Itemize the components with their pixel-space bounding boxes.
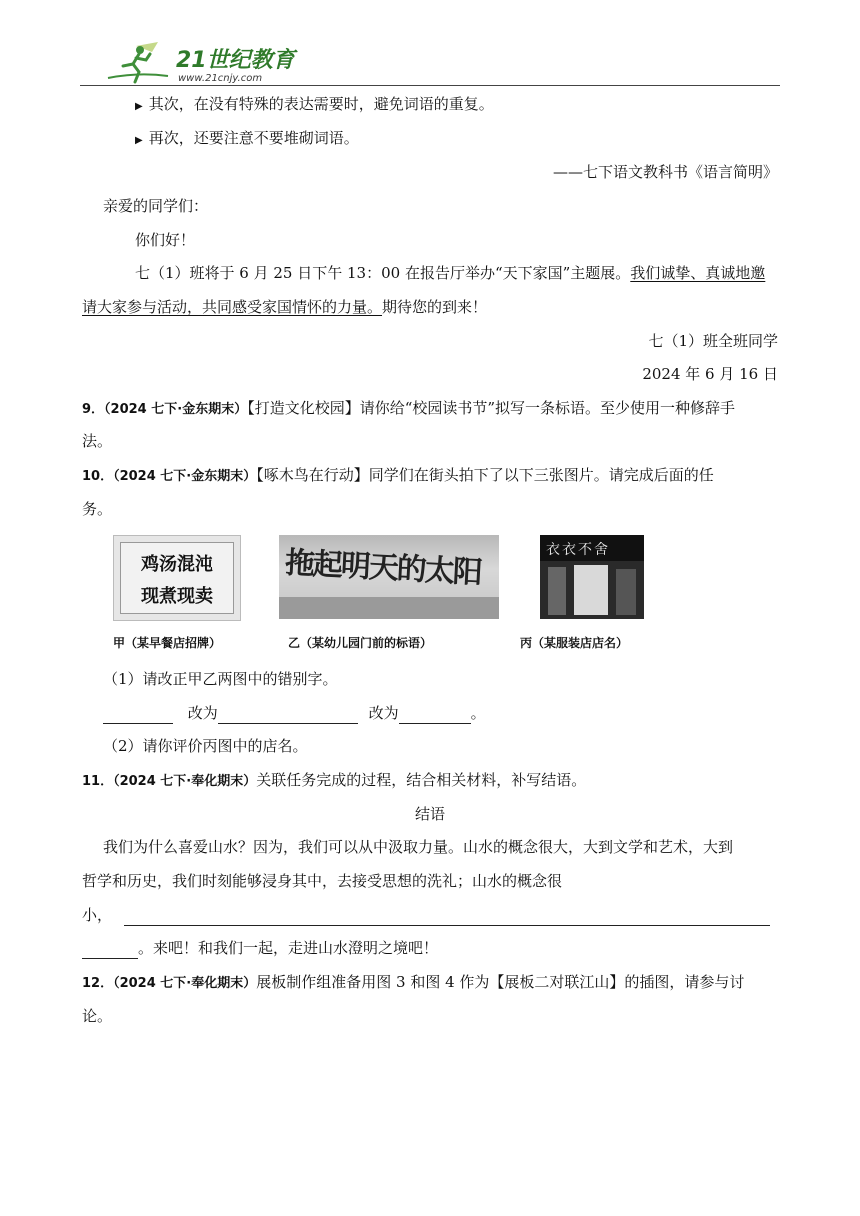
question-12-line-2: 论。 <box>82 1007 113 1025</box>
question-10-fill-line: 改为 改为 。 <box>103 702 486 724</box>
caption-jia: 甲（某早餐店招牌） <box>113 636 222 650</box>
letter-body-line-2: 请大家参与活动，共同感受家国情怀的力量。期待您的到来！ <box>82 298 488 316</box>
caption-yi: 乙（某幼儿园门前的标语） <box>288 636 433 650</box>
conclusion-para-line-4: 。来吧！和我们一起，走进山水澄明之境吧！ <box>82 937 438 959</box>
triangle-bullet-icon: ▶ <box>135 135 143 146</box>
letter-greeting: 你们好！ <box>135 231 196 249</box>
conclusion-para-line-2: 哲学和历史，我们时刻能够浸身其中，去接受思想的洗礼；山水的概念很 <box>82 872 563 890</box>
triangle-bullet-icon: ▶ <box>135 101 143 112</box>
bullet-item: ▶ 其次，在没有特殊的表达需要时，避免词语的重复。 <box>135 95 494 113</box>
photo-yi <box>279 535 499 619</box>
question-9-line-1: 9．（2024 七下·金东期末）【打造文化校园】请你给“校园读书节”拟写一条标语。至少使用一种修辞手 <box>82 399 736 417</box>
page-header <box>80 40 780 88</box>
question-10-line-1: 10．（2024 七下·金东期末）【啄木鸟在行动】同学们在街头拍下了以下三张图片。请完成后面的任 <box>82 466 714 484</box>
bullet-item: ▶ 再次，还要注意不要堆砌词语。 <box>135 129 359 147</box>
logo-text: 21世纪教育 <box>176 48 295 73</box>
question-10-line-2: 务。 <box>82 500 113 518</box>
letter-date: 2024 年 6 月 16 日 <box>642 365 778 383</box>
question-10-sub-2: （2）请你评价丙图中的店名。 <box>103 737 308 755</box>
bing-store-name: 衣衣不舍 <box>546 542 610 558</box>
letter-body-line-1: 七（1）班将于 6 月 25 日下午 13：00 在报告厅举办“天下家国”主题展。我们诚挚、真诚地邀 <box>135 264 766 282</box>
conclusion-heading: 结语 <box>414 805 445 823</box>
header-divider <box>80 85 780 86</box>
runner-icon <box>108 42 168 82</box>
answer-blank[interactable] <box>103 707 173 724</box>
question-12-line-1: 12．（2024 七下·奉化期末）展板制作组准备用图 3 和图 4 作为【展板二对联江山】的插图，请参与讨 <box>82 973 745 991</box>
answer-blank[interactable] <box>82 942 138 959</box>
photo-bing <box>540 535 644 619</box>
photo-jia <box>113 535 241 621</box>
conclusion-para-line-3: 小， <box>82 904 770 926</box>
logo <box>106 40 346 86</box>
question-9-line-2: 法。 <box>82 432 113 450</box>
jia-sign-line-1: 鸡汤混沌 <box>141 554 213 575</box>
yi-banner-text: 拖起明天的太阳 <box>284 545 482 591</box>
question-10-sub-1: （1）请改正甲乙两图中的错别字。 <box>103 670 338 688</box>
letter-salutation: 亲爱的同学们： <box>103 197 209 215</box>
answer-blank[interactable] <box>399 707 471 724</box>
answer-blank[interactable] <box>218 707 358 724</box>
question-11-line: 11．（2024 七下·奉化期末）关联任务完成的过程，结合相关材料，补写结语。 <box>82 771 587 789</box>
caption-bing: 丙（某服装店店名） <box>520 636 629 650</box>
logo-url: www.21cnjy.com <box>178 73 263 84</box>
jia-sign-line-2: 现煮现卖 <box>141 586 213 607</box>
source-citation: ——七下语文教科书《语言简明》 <box>552 163 778 181</box>
conclusion-para-line-1: 我们为什么喜爱山水？因为，我们可以从中汲取力量。山水的概念很大，大到文学和艺术，大到 <box>103 838 734 856</box>
letter-signature: 七（1）班全班同学 <box>648 332 778 350</box>
answer-blank[interactable] <box>124 909 770 926</box>
